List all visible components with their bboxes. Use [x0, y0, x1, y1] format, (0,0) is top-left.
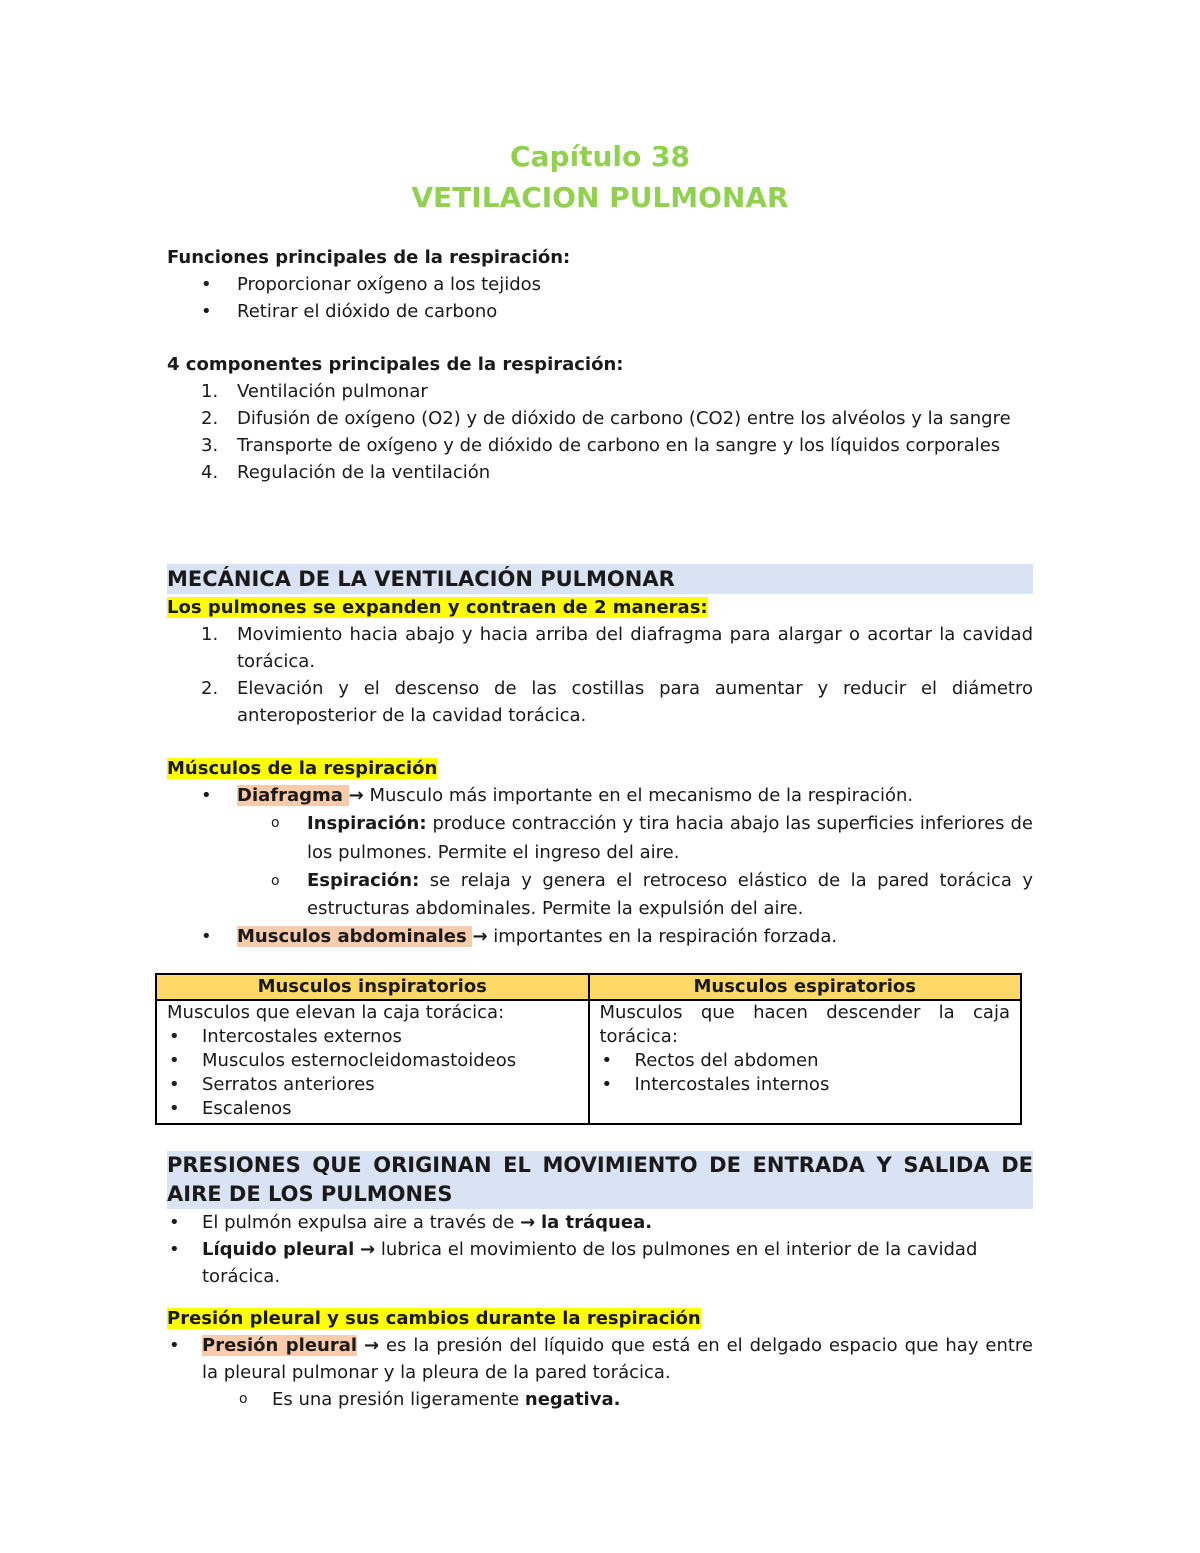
pleural-heading: Presión pleural y sus cambios durante la respiración — [167, 1308, 701, 1329]
musculos-heading: Músculos de la respiración — [167, 758, 438, 779]
table-header-espiratorios: Musculos espiratorios — [589, 974, 1022, 1000]
bullet-icon: • — [601, 1074, 613, 1095]
list-item: • Líquido pleural → lubrica el movimiento de los pulmones en el interior de la cavidad torácica. — [167, 1236, 1033, 1290]
funciones-section — [167, 244, 1033, 325]
componentes-section — [167, 351, 1033, 486]
musculos-table — [155, 973, 1022, 1125]
presiones-heading: PRESIONES QUE ORIGINAN EL MOVIMIENTO DE ENTRADA Y SALIDA DE AIRE DE LOS PULMONES — [167, 1151, 1033, 1209]
list-item: • Rectos del abdomen — [601, 1050, 819, 1071]
chapter-title: Capítulo 38 — [510, 140, 690, 173]
list-item: • Retirar el dióxido de carbono — [167, 298, 1033, 325]
sub-bullet-icon: o — [271, 873, 280, 889]
chapter-subtitle: VETILACION PULMONAR — [411, 181, 789, 214]
bullet-icon: • — [201, 301, 212, 322]
bullet-icon: • — [169, 1074, 180, 1095]
table-cell-inspiratorios: Musculos que elevan la caja torácica: • Intercostales externos • Musculos esternocleidomastoideos • Serratos anteriores • Escalenos — [156, 1000, 589, 1124]
list-item: • Serratos anteriores — [169, 1074, 375, 1095]
list-item: o Es una presión ligeramente negativa. — [167, 1386, 1033, 1413]
table-cell-espiratorios: Musculos que hacen descender la caja torácica: • Rectos del abdomen • Intercostales internos — [589, 1000, 1022, 1124]
list-item: • Intercostales internos — [601, 1074, 830, 1095]
sub-bullet-icon: o — [239, 1391, 248, 1407]
presiones-section — [167, 1151, 1033, 1290]
bullet-icon: • — [201, 274, 212, 295]
bullet-icon: • — [169, 1239, 180, 1260]
bullet-icon: • — [201, 926, 212, 947]
list-item: • Presión pleural → es la presión del líquido que está en el delgado espacio que hay entre la pleural pulmonar y la pleura de la pared torácica. — [167, 1332, 1033, 1386]
bullet-icon: • — [601, 1050, 613, 1071]
pleural-section — [167, 1305, 1033, 1413]
mecanica-subheading: Los pulmones se expanden y contraen de 2 maneras: — [167, 597, 708, 618]
list-item: 2. Elevación y el descenso de las costillas para aumentar y reducir el diámetro anteroposterior de la cavidad torácica. — [201, 678, 1033, 726]
list-item: 4. Regulación de la ventilación — [201, 462, 491, 483]
bullet-icon: • — [169, 1050, 180, 1071]
componentes-heading: 4 componentes principales de la respiración: — [167, 354, 624, 375]
sub-bullet-icon: o — [271, 815, 280, 831]
list-item: 1. Ventilación pulmonar — [201, 381, 428, 402]
list-item: o Inspiración: produce contracción y tira hacia abajo las superficies inferiores de los pulmones. Permite el ingreso del aire. — [167, 809, 1033, 867]
list-item: • Intercostales externos — [169, 1026, 402, 1047]
mecanica-section — [167, 564, 1033, 729]
list-item: 2. Difusión de oxígeno (O2) y de dióxido de carbono (CO2) entre los alvéolos y la sangre — [201, 408, 1011, 429]
list-item: • Musculos abdominales → importantes en la respiración forzada. — [167, 923, 1033, 950]
list-item: 3. Transporte de oxígeno y de dióxido de carbono en la sangre y los líquidos corporales — [201, 435, 1001, 456]
list-item: • Proporcionar oxígeno a los tejidos — [167, 271, 1033, 298]
arrow-icon: → — [348, 785, 364, 806]
arrow-icon: → — [360, 1239, 376, 1260]
funciones-heading: Funciones principales de la respiración: — [167, 247, 571, 268]
list-item: • Diafragma → Musculo más importante en el mecanismo de la respiración. — [167, 782, 1033, 809]
list-item: • El pulmón expulsa aire a través de → la tráquea. — [167, 1209, 1033, 1236]
bullet-icon: • — [169, 1026, 180, 1047]
bullet-icon: • — [169, 1098, 180, 1119]
list-item: • Escalenos — [169, 1098, 292, 1119]
bullet-icon: • — [169, 1212, 180, 1233]
mecanica-heading: MECÁNICA DE LA VENTILACIÓN PULMONAR — [167, 564, 1033, 594]
bullet-icon: • — [169, 1335, 180, 1356]
arrow-icon: → — [520, 1212, 536, 1233]
musculos-section — [167, 755, 1033, 950]
arrow-icon: → — [363, 1335, 380, 1356]
list-item: 1. Movimiento hacia abajo y hacia arriba del diafragma para alargar o acortar la cavidad torácica. — [201, 624, 1033, 672]
list-item: o Espiración: se relaja y genera el retroceso elástico de la pared torácica y estructuras abdominales. Permite la expulsión del aire. — [167, 867, 1033, 923]
bullet-icon: • — [201, 785, 212, 806]
arrow-icon: → — [472, 926, 488, 947]
table-header-inspiratorios: Musculos inspiratorios — [156, 974, 589, 1000]
list-item: • Musculos esternocleidomastoideos — [169, 1050, 517, 1071]
